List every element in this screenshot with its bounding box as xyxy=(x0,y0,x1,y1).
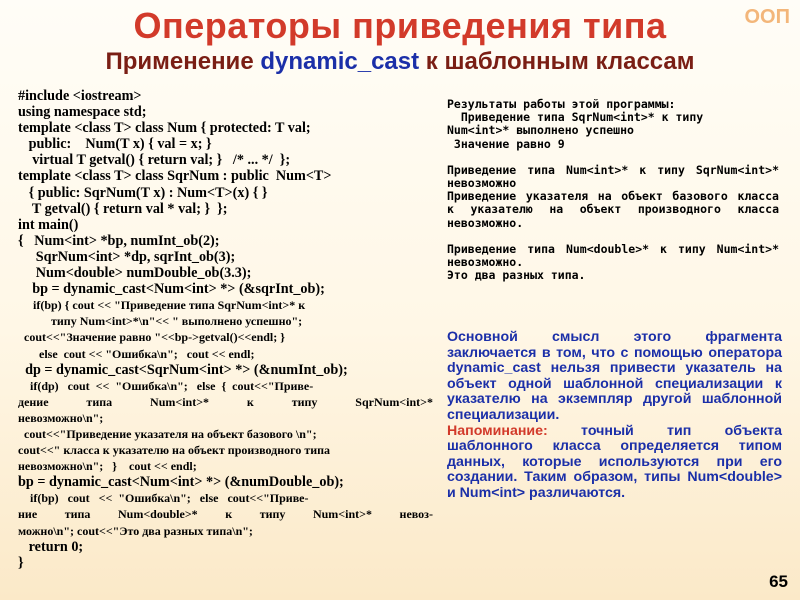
code-line: template <class T> class Num { protected: T val; xyxy=(18,120,311,137)
code-line: if(dp) cout << "Ошибка\n"; else { cout<<"Приве- xyxy=(18,378,314,393)
slide-title: Операторы приведения типа xyxy=(133,5,667,46)
output-line: Значение равно 9 xyxy=(447,136,565,151)
output-paragraph: Это два разных типа. xyxy=(447,268,586,283)
code-line: using namespace std; xyxy=(18,104,147,121)
code-line: template <class T> class SqrNum : public Num<T> xyxy=(18,168,332,185)
code-listing xyxy=(18,88,433,571)
course-tag: ООП xyxy=(744,6,790,28)
code-line: { Num<int> *bp, numInt_ob(2); xyxy=(18,232,220,249)
code-line: невозможно\n"; } cout << endl; xyxy=(18,459,197,474)
code-line: { public: SqrNum(T x) : Num<T>(x) { } xyxy=(18,184,268,201)
program-output xyxy=(447,98,779,282)
code-line: return 0; xyxy=(18,538,84,555)
code-line: невозможно\n"; xyxy=(18,410,104,425)
code-line: virtual T getval() { return val; } /* ... */ }; xyxy=(18,152,291,169)
code-line: int main() xyxy=(18,216,79,233)
code-line: bp = dynamic_cast<Num<int> *> (&numDouble_ob); xyxy=(18,474,344,491)
output-line: Num<int>* выполнено успешно xyxy=(447,123,634,138)
subtitle-post: к шаблонным классам xyxy=(425,48,695,75)
code-line: } xyxy=(18,554,24,571)
reminder-label: Напоминание: xyxy=(447,422,548,439)
page-number: 65 xyxy=(769,572,788,591)
output-paragraph: Приведение указателя на объект базового класса к указателю на объект производного класса невозможно. xyxy=(447,189,779,230)
explanation-note xyxy=(447,330,782,502)
reminder-text: точный тип объекта шаблонного класса определяется типом данных, которые используются при его создании. Таким образом, типы Num<double> и Num<int> различаются. xyxy=(447,422,782,501)
code-line: dp = dynamic_cast<SqrNum<int> *> (&numInt_ob); xyxy=(18,361,348,378)
output-line: Приведение типа SqrNum<int>* к типу xyxy=(447,110,704,125)
code-line: типу Num<int>*\n"<< " выполнено успешно"; xyxy=(18,314,303,329)
code-line: bp = dynamic_cast<Num<int> *> (&sqrInt_ob); xyxy=(18,281,325,298)
code-line: дение типа Num<int>* к типу SqrNum<int>* xyxy=(18,394,433,409)
subtitle-keyword: dynamic_cast xyxy=(260,48,420,75)
code-line: cout<<"Значение равно "<<bp->getval()<<endl; } xyxy=(18,330,285,345)
output-heading: Результаты работы этой программы: xyxy=(447,97,676,111)
code-line: cout<<"Приведение указателя на объект базового \n"; xyxy=(18,426,317,441)
output-paragraph: Приведение типа Num<double>* к типу Num<int>* невозможно. xyxy=(447,241,779,270)
code-line: if(bp) { cout << "Приведение типа SqrNum<int>* к xyxy=(18,298,306,313)
code-line: #include <iostream> xyxy=(18,88,142,104)
code-line: SqrNum<int> *dp, sqrInt_ob(3); xyxy=(18,248,236,265)
note-main: Основной смысл этого фрагмента заключается в том, что с помощью оператора dynamic_cast нельзя привести указатель на объект одной шаблонной специализации к указателю на экземпляр другой шаблонной специализации. xyxy=(447,329,782,423)
code-line: ние типа Num<double>* к типу Num<int>* невоз- xyxy=(18,507,433,522)
output-paragraph: Приведение типа Num<int>* к типу SqrNum<int>* невозможно xyxy=(447,162,779,191)
note-reminder xyxy=(447,424,782,502)
subtitle-pre: Применение xyxy=(105,48,254,75)
code-line: cout<<" класса к указателю на объект производного типа xyxy=(18,443,331,458)
code-line: можно\n"; cout<<"Это два разных типа\n"; xyxy=(18,523,253,538)
code-line: public: Num(T x) { val = x; } xyxy=(18,136,212,153)
slide-subtitle xyxy=(0,48,800,76)
code-line: T getval() { return val * val; } }; xyxy=(18,200,228,217)
code-line: if(bp) cout << "Ошибка\n"; else cout<<"Приве- xyxy=(18,491,309,506)
code-line: Num<double> numDouble_ob(3.3); xyxy=(18,265,252,282)
code-line: else cout << "Ошибка\n"; cout << endl; xyxy=(18,346,255,361)
